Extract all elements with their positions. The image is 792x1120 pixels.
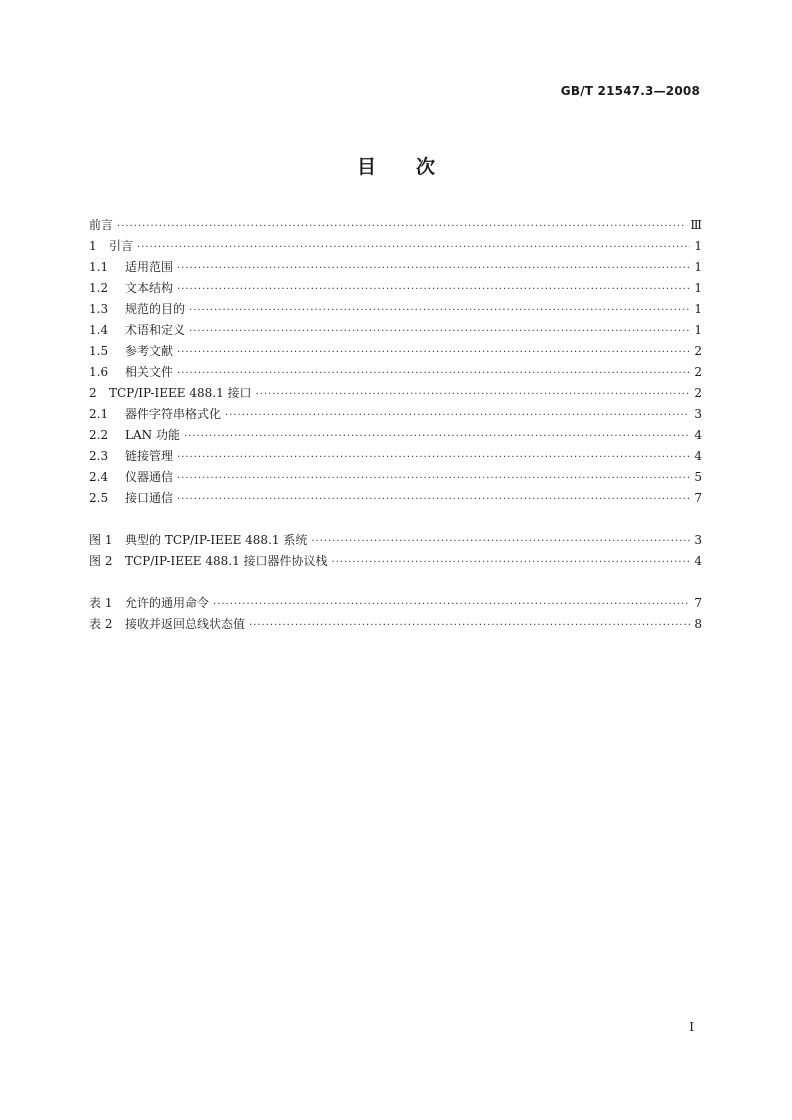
toc-entry[interactable] [89, 467, 702, 488]
toc-entry-foreword[interactable] [89, 215, 702, 236]
toc-entry-page: 1 [694, 281, 702, 295]
toc-entry-figure[interactable] [89, 551, 702, 572]
toc-entry-label: LAN 功能 [125, 428, 180, 442]
toc-entry-label: 链接管理 [125, 449, 174, 463]
toc-entry-number: 1.3 [89, 302, 109, 316]
toc-entry-number: 2.4 [89, 470, 109, 484]
toc-entry-label: 文本结构 [125, 281, 174, 295]
dot-leader [177, 279, 690, 300]
toc-entry-page: 3 [694, 407, 702, 421]
toc-entry-number: 2.2 [89, 428, 109, 442]
toc-entry[interactable] [89, 257, 702, 278]
toc-entry[interactable] [89, 488, 702, 509]
toc-entry[interactable] [89, 320, 702, 341]
toc-entry-label: 引言 [109, 239, 134, 253]
toc-entry-label: TCP/IP-IEEE 488.1 接口器件协议栈 [125, 554, 328, 568]
toc-entry-table[interactable] [89, 593, 702, 614]
page-title-char-2: 次 [416, 156, 436, 178]
toc-entry-figure[interactable] [89, 530, 702, 551]
dot-leader [225, 405, 690, 426]
toc-entry[interactable] [89, 446, 702, 467]
toc-entry-page: 1 [694, 302, 702, 316]
dot-leader [189, 300, 690, 321]
dot-leader [177, 447, 690, 468]
toc-entry-page: 5 [694, 470, 702, 484]
toc-entry-number: 1 [89, 239, 97, 253]
dot-leader [256, 384, 690, 405]
dot-leader [177, 363, 690, 384]
dot-leader [184, 426, 690, 447]
dot-leader [249, 615, 690, 636]
toc-entry-page: 4 [694, 554, 702, 568]
standard-code: GB/T 21547.3—2008 [560, 84, 700, 98]
toc-entry-page: 2 [694, 386, 702, 400]
toc-entry-table[interactable] [89, 614, 702, 635]
toc-group-figures [89, 530, 702, 572]
toc-entry-page: 8 [694, 617, 702, 631]
toc-entry-page: 2 [694, 365, 702, 379]
toc-entry-number: 1.1 [89, 260, 109, 274]
toc-entry-label: 器件字符串格式化 [125, 407, 222, 421]
page-title [0, 152, 792, 179]
toc-group-tables [89, 593, 702, 635]
toc-entry-label: 参考文献 [125, 344, 174, 358]
dot-leader [117, 216, 686, 237]
toc-entry-number: 表 2 [89, 617, 113, 631]
toc-entry-number: 图 1 [89, 533, 113, 547]
toc-entry-number: 表 1 [89, 596, 113, 610]
dot-leader [177, 468, 690, 489]
toc-entry-number: 1.4 [89, 323, 109, 337]
toc-entry-label: 接收并返回总线状态值 [125, 617, 246, 631]
toc-entry-number: 2 [89, 386, 97, 400]
toc-entry-label: 术语和定义 [125, 323, 186, 337]
dot-leader [177, 342, 690, 363]
toc-entry-label: 规范的目的 [125, 302, 186, 316]
toc-entry-number: 2.3 [89, 449, 109, 463]
toc-entry-label: 典型的 TCP/IP-IEEE 488.1 系统 [125, 533, 308, 547]
toc-entry[interactable] [89, 299, 702, 320]
toc-entry-number: 1.6 [89, 365, 109, 379]
toc-entry-page: 1 [694, 239, 702, 253]
toc-entry[interactable] [89, 404, 702, 425]
dot-leader [213, 594, 690, 615]
dot-leader [311, 531, 690, 552]
toc-entry-label: 仪器通信 [125, 470, 174, 484]
toc-entry-label: TCP/IP-IEEE 488.1 接口 [109, 386, 252, 400]
toc-entry-page: 3 [694, 533, 702, 547]
dot-leader [177, 489, 690, 510]
table-of-contents [89, 215, 702, 635]
dot-leader [177, 258, 690, 279]
toc-entry-page: 7 [694, 491, 702, 505]
toc-group-sections [89, 215, 702, 509]
toc-entry[interactable] [89, 278, 702, 299]
toc-entry-page: 7 [694, 596, 702, 610]
toc-entry[interactable] [89, 383, 702, 404]
toc-entry-label: 接口通信 [125, 491, 174, 505]
toc-entry-number: 2.5 [89, 491, 109, 505]
toc-entry-page: 4 [694, 428, 702, 442]
toc-entry[interactable] [89, 341, 702, 362]
toc-entry-label: 相关文件 [125, 365, 174, 379]
toc-entry-number: 1.5 [89, 344, 109, 358]
toc-entry-page: 1 [694, 323, 702, 337]
toc-entry[interactable] [89, 425, 702, 446]
page-folio: I [689, 1020, 694, 1034]
toc-entry-page: 1 [694, 260, 702, 274]
toc-entry[interactable] [89, 236, 702, 257]
toc-entry-page: Ⅲ [690, 218, 702, 232]
toc-entry-page: 2 [694, 344, 702, 358]
toc-entry-number: 1.2 [89, 281, 109, 295]
toc-entry-number: 2.1 [89, 407, 109, 421]
toc-entry-number: 图 2 [89, 554, 113, 568]
page-title-char-1: 目 [356, 156, 376, 178]
toc-entry-page: 4 [694, 449, 702, 463]
toc-entry-label: 适用范围 [125, 260, 174, 274]
toc-entry[interactable] [89, 362, 702, 383]
dot-leader [332, 552, 690, 573]
dot-leader [137, 237, 690, 258]
toc-entry-label: 前言 [89, 218, 114, 232]
toc-entry-label: 允许的通用命令 [125, 596, 210, 610]
dot-leader [189, 321, 690, 342]
